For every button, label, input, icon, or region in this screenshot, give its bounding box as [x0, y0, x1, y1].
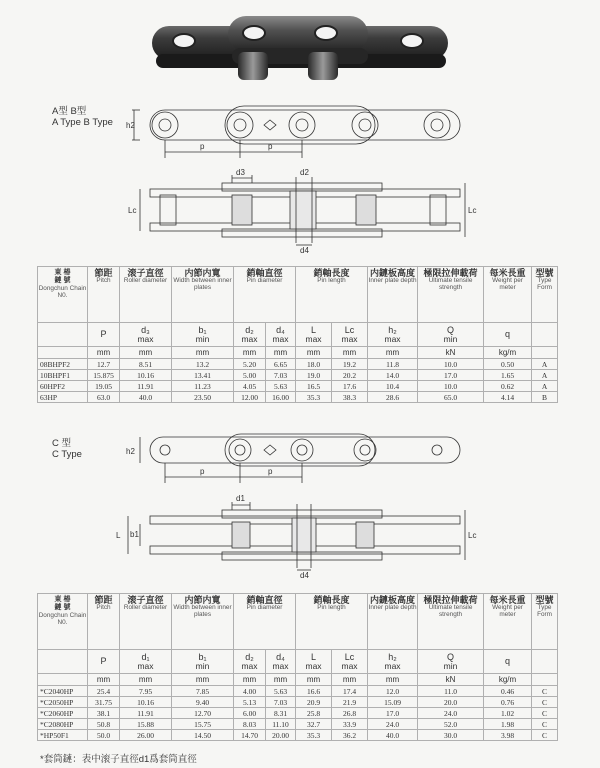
table-cell: 6.65	[266, 359, 296, 370]
header-sym-qw: q	[484, 323, 532, 347]
header-type: 型號 Type Form	[532, 594, 558, 650]
table-cell: A	[532, 370, 558, 381]
table-cell: 7.85	[172, 686, 234, 697]
table-cell: 13.41	[172, 370, 234, 381]
table-cell: 11.91	[120, 381, 172, 392]
dim-h2-c: h2	[126, 447, 135, 456]
table-cell: 10.0	[418, 359, 484, 370]
table-cell: 12.70	[172, 708, 234, 719]
unit-kgm: kg/m	[484, 674, 532, 686]
header-width: 内節内寬 Width between inner plates	[172, 594, 234, 650]
dim-p-2: p	[268, 142, 273, 151]
header-weight: 每米長重 Weight per meter	[484, 267, 532, 323]
table-cell: 35.3	[296, 392, 332, 403]
header-sym-d2: d₂ max	[234, 323, 266, 347]
table-cell: C	[532, 730, 558, 741]
unit-blank	[532, 347, 558, 359]
header-sym-b1: b₁ min	[172, 323, 234, 347]
header-sym-q: Q min	[418, 650, 484, 674]
table-cell: 30.0	[418, 730, 484, 741]
header-sym-lc: Lc max	[332, 650, 368, 674]
header-sym-h2: h₂ max	[368, 323, 418, 347]
table-cell: 10.0	[418, 381, 484, 392]
spec-table-c-body	[38, 686, 558, 741]
table-cell: 38.1	[88, 708, 120, 719]
unit-mm: mm	[120, 674, 172, 686]
table-cell: C	[532, 719, 558, 730]
header-chain-no: 東 椿 鏈 號 Dongchun Chain N0.	[38, 267, 88, 323]
table-cell: 0.62	[484, 381, 532, 392]
table-cell: 63.0	[88, 392, 120, 403]
unit-mm: mm	[88, 347, 120, 359]
table-cell: 17.0	[368, 708, 418, 719]
table-cell: 20.0	[418, 697, 484, 708]
header-tensile: 極限拉伸載荷 Ultimate tensile strength	[418, 594, 484, 650]
table-cell: 50.8	[88, 719, 120, 730]
table-cell: 19.05	[88, 381, 120, 392]
table-row	[38, 381, 558, 392]
table-cell: 11.23	[172, 381, 234, 392]
header-width: 内節内寬 Width between inner plates	[172, 267, 234, 323]
dim-d2-top: d2	[300, 168, 309, 177]
dim-d1: d1	[236, 494, 245, 503]
ab-top-view-drawing	[0, 165, 600, 255]
dim-d3: d3	[236, 168, 245, 177]
table-cell: 5.63	[266, 686, 296, 697]
dim-lc-right: Lc	[468, 206, 477, 215]
table-cell: 4.05	[234, 381, 266, 392]
table-cell: 0.76	[484, 697, 532, 708]
table-cell: 14.70	[234, 730, 266, 741]
table-cell: 1.65	[484, 370, 532, 381]
table-cell: 19.0	[296, 370, 332, 381]
header-pitch: 節距 Pitch	[88, 594, 120, 650]
unit-kn: kN	[418, 347, 484, 359]
dim-p-1: p	[200, 142, 205, 151]
chain-model-cell: *HP50F1	[38, 730, 88, 741]
unit-mm: mm	[332, 347, 368, 359]
header-sym-l: L max	[296, 323, 332, 347]
table-cell: 11.0	[418, 686, 484, 697]
unit-mm: mm	[296, 674, 332, 686]
dim-d4-top: d4	[300, 246, 309, 255]
chain-model-cell: *C2040HP	[38, 686, 88, 697]
chain-model-cell: 60HPF2	[38, 381, 88, 392]
table-cell: 4.00	[234, 686, 266, 697]
table-cell: 13.2	[172, 359, 234, 370]
table-cell: 8.31	[266, 708, 296, 719]
header-sym-blank	[38, 323, 88, 347]
header-pin-length: 銷軸長度 Pin length	[296, 267, 368, 323]
header-sym-q: Q min	[418, 323, 484, 347]
header-chain-no: 東 椿 鏈 號 Dongchun Chain N0.	[38, 594, 88, 650]
table-cell: 17.4	[332, 686, 368, 697]
dim-lc-c: Lc	[468, 531, 477, 540]
chain-photo	[150, 8, 450, 88]
table-cell: 14.50	[172, 730, 234, 741]
table-row	[38, 370, 558, 381]
header-sym-p: P	[88, 650, 120, 674]
table-cell: 40.0	[120, 392, 172, 403]
header-sym-blank	[38, 650, 88, 674]
table-cell: 8.03	[234, 719, 266, 730]
spec-table-ab	[37, 266, 558, 403]
unit-mm: mm	[368, 674, 418, 686]
table-cell: 11.10	[266, 719, 296, 730]
table-cell: 15.09	[368, 697, 418, 708]
header-tensile: 極限拉伸載荷 Ultimate tensile strength	[418, 267, 484, 323]
dim-l: L	[116, 531, 121, 540]
table-cell: 12.7	[88, 359, 120, 370]
unit-mm: mm	[172, 674, 234, 686]
table-cell: 10.4	[368, 381, 418, 392]
header-sym-d1: d₁ max	[120, 650, 172, 674]
table-row	[38, 730, 558, 741]
table-cell: 7.03	[266, 370, 296, 381]
header-pin-diameter: 銷軸直徑 Pin diameter	[234, 267, 296, 323]
table-cell: 32.7	[296, 719, 332, 730]
table-row	[38, 359, 558, 370]
dim-p-c1: p	[200, 467, 205, 476]
unit-mm: mm	[332, 674, 368, 686]
header-sym-b1: b₁ min	[172, 650, 234, 674]
header-sym-d4: d₄ max	[266, 650, 296, 674]
table-cell: 50.0	[88, 730, 120, 741]
table-cell: C	[532, 708, 558, 719]
header-plate-depth: 内鏈板高度 Inner plate depth	[368, 267, 418, 323]
table-cell: 5.13	[234, 697, 266, 708]
unit-mm: mm	[266, 347, 296, 359]
table-cell: 25.4	[88, 686, 120, 697]
table-cell: A	[532, 381, 558, 392]
table-cell: 26.00	[120, 730, 172, 741]
table-cell: 52.0	[418, 719, 484, 730]
table-cell: C	[532, 686, 558, 697]
header-pitch: 節距 Pitch	[88, 267, 120, 323]
chain-model-cell: 10BHPF1	[38, 370, 88, 381]
spec-table-ab-body	[38, 359, 558, 403]
table-row	[38, 708, 558, 719]
table-cell: B	[532, 392, 558, 403]
header-sym-h2: h₂ max	[368, 650, 418, 674]
table-cell: 0.46	[484, 686, 532, 697]
table-row	[38, 392, 558, 403]
table-cell: 11.91	[120, 708, 172, 719]
chain-model-cell: *C2050HP	[38, 697, 88, 708]
c-side-view-drawing	[0, 425, 600, 490]
table-cell: 9.40	[172, 697, 234, 708]
table-cell: 20.00	[266, 730, 296, 741]
table-cell: 24.0	[418, 708, 484, 719]
unit-mm: mm	[172, 347, 234, 359]
table-cell: 5.00	[234, 370, 266, 381]
table-cell: 65.0	[418, 392, 484, 403]
table-cell: 6.00	[234, 708, 266, 719]
table-cell: 5.20	[234, 359, 266, 370]
header-sym-l: L max	[296, 650, 332, 674]
table-cell: 15.875	[88, 370, 120, 381]
unit-blank	[38, 347, 88, 359]
table-cell: 4.14	[484, 392, 532, 403]
dim-d4-c: d4	[300, 571, 309, 580]
table-cell: 10.16	[120, 370, 172, 381]
type-label-ab-en: A Type B Type	[52, 117, 113, 128]
header-sym-p: P	[88, 323, 120, 347]
c-top-view-drawing	[0, 490, 600, 580]
table-row	[38, 686, 558, 697]
ab-side-view-drawing	[0, 90, 600, 170]
table-cell: 26.8	[332, 708, 368, 719]
table-cell: 33.9	[332, 719, 368, 730]
unit-blank	[532, 674, 558, 686]
table-cell: 17.6	[332, 381, 368, 392]
table-cell: 8.51	[120, 359, 172, 370]
header-sym-d3: d₃ max	[120, 323, 172, 347]
table-cell: 16.00	[266, 392, 296, 403]
table-cell: 15.88	[120, 719, 172, 730]
header-pin-length: 銷軸長度 Pin length	[296, 594, 368, 650]
table-cell: 36.2	[332, 730, 368, 741]
header-roller: 滚子直徑 Roller diameter	[120, 267, 172, 323]
table-cell: 11.8	[368, 359, 418, 370]
unit-mm: mm	[368, 347, 418, 359]
header-roller: 滚子直徑 Roller diameter	[120, 594, 172, 650]
table-cell: 14.0	[368, 370, 418, 381]
table-cell: 7.95	[120, 686, 172, 697]
header-sym-type	[532, 323, 558, 347]
table-cell: 12.00	[234, 392, 266, 403]
footer-note: *套筒鏈：表中滚子直徑d1爲套筒直徑	[40, 754, 197, 765]
header-weight: 每米長重 Weight per meter	[484, 594, 532, 650]
table-cell: 17.0	[418, 370, 484, 381]
table-cell: C	[532, 697, 558, 708]
table-cell: 16.6	[296, 686, 332, 697]
table-cell: 1.02	[484, 708, 532, 719]
unit-mm: mm	[234, 674, 266, 686]
chain-model-cell: 08BHPF2	[38, 359, 88, 370]
table-cell: 16.5	[296, 381, 332, 392]
table-cell: 24.0	[368, 719, 418, 730]
table-cell: 7.03	[266, 697, 296, 708]
unit-kn: kN	[418, 674, 484, 686]
table-cell: 28.6	[368, 392, 418, 403]
header-pin-diameter: 銷軸直徑 Pin diameter	[234, 594, 296, 650]
table-cell: 19.2	[332, 359, 368, 370]
table-cell: 25.8	[296, 708, 332, 719]
table-cell: 12.0	[368, 686, 418, 697]
table-cell: 23.50	[172, 392, 234, 403]
table-row	[38, 697, 558, 708]
header-sym-d2: d₂ max	[234, 650, 266, 674]
unit-kgm: kg/m	[484, 347, 532, 359]
chain-model-cell: 63HP	[38, 392, 88, 403]
table-cell: 18.0	[296, 359, 332, 370]
header-sym-qw: q	[484, 650, 532, 674]
unit-mm: mm	[234, 347, 266, 359]
header-type: 型號 Type Form	[532, 267, 558, 323]
table-cell: 15.75	[172, 719, 234, 730]
header-sym-type	[532, 650, 558, 674]
table-cell: 1.98	[484, 719, 532, 730]
unit-mm: mm	[266, 674, 296, 686]
header-sym-lc: Lc max	[332, 323, 368, 347]
table-cell: 5.63	[266, 381, 296, 392]
unit-mm: mm	[120, 347, 172, 359]
table-cell: A	[532, 359, 558, 370]
dim-p-c2: p	[268, 467, 273, 476]
table-cell: 40.0	[368, 730, 418, 741]
table-cell: 10.16	[120, 697, 172, 708]
type-label-ab-zh: A型 B型	[52, 106, 87, 117]
unit-blank	[38, 674, 88, 686]
dim-b1: b1	[130, 530, 139, 539]
table-cell: 31.75	[88, 697, 120, 708]
unit-mm: mm	[296, 347, 332, 359]
chain-model-cell: *C2080HP	[38, 719, 88, 730]
header-plate-depth: 内鏈板高度 Inner plate depth	[368, 594, 418, 650]
table-cell: 3.98	[484, 730, 532, 741]
table-cell: 20.2	[332, 370, 368, 381]
table-cell: 35.3	[296, 730, 332, 741]
header-sym-d4: d₄ max	[266, 323, 296, 347]
table-row	[38, 719, 558, 730]
type-label-c-en: C Type	[52, 449, 82, 460]
table-cell: 0.50	[484, 359, 532, 370]
dim-h2-top: h2	[126, 121, 135, 130]
table-cell: 21.9	[332, 697, 368, 708]
table-cell: 38.3	[332, 392, 368, 403]
table-cell: 20.9	[296, 697, 332, 708]
unit-mm: mm	[88, 674, 120, 686]
type-label-c-zh: C 型	[52, 438, 72, 449]
dim-lc-left: Lc	[128, 206, 137, 215]
chain-model-cell: *C2060HP	[38, 708, 88, 719]
spec-table-c	[37, 593, 558, 741]
